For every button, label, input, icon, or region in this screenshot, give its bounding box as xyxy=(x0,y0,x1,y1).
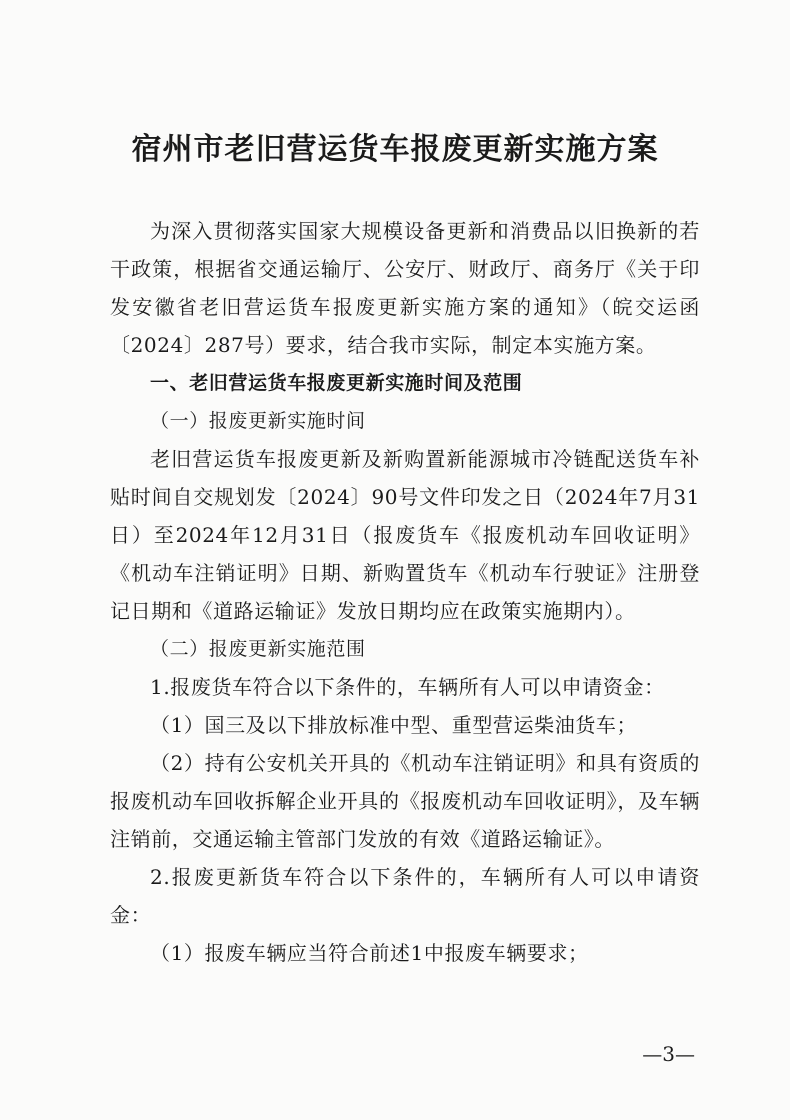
document-title: 宿州市老旧营运货车报废更新实施方案 xyxy=(131,132,659,167)
subsection-heading-time: （一）报废更新实施时间 xyxy=(150,410,366,432)
section-heading-1: 一、老旧营运货车报废更新实施时间及范围 xyxy=(150,372,523,394)
scope-item-1-sub-1: （1）国三及以下排放标准中型、重型营运柴油货车； xyxy=(150,713,638,737)
intro-paragraph: 为深入贯彻落实国家大规模设备更新和消费品以旧换新的若干政策，根据省交通运输厅、公安厅、财政厅、商务厅《关于印发安徽省老旧营运货车报废更新实施方案的通知》（皖交运函〔2024〕287号）要求，结合我市实际，制定本实施方案。 xyxy=(110,219,700,357)
document-body xyxy=(110,212,700,972)
scope-item-1-sub-2: （2）持有公安机关开具的《机动车注销证明》和具有资质的报废机动车回收拆解企业开具的《报废机动车回收证明》，及车辆注销前，交通运输主管部门发放的有效《道路运输证》。 xyxy=(110,751,700,851)
scope-item-2-sub-1: （1）报废车辆应当符合前述1中报废车辆要求； xyxy=(150,941,589,965)
subsection-heading-scope: （二）报废更新实施范围 xyxy=(150,638,366,660)
time-paragraph: 老旧营运货车报废更新及新购置新能源城市冷链配送货车补贴时间自交规划发〔2024〕90号文件印发之日（2024年7月31日）至2024年12月31日（报废货车《报废机动车回收证明》《机动车注销证明》日期、新购置货车《机动车行驶证》注册登记日期和《道路运输证》发放日期均应在政策实施期内）。 xyxy=(110,447,700,623)
page-number: —3— xyxy=(642,1042,695,1066)
scope-item-2: 2.报废更新货车符合以下条件的，车辆所有人可以申请资金： xyxy=(110,865,700,927)
scope-item-1: 1.报废货车符合以下条件的，车辆所有人可以申请资金： xyxy=(150,675,665,699)
